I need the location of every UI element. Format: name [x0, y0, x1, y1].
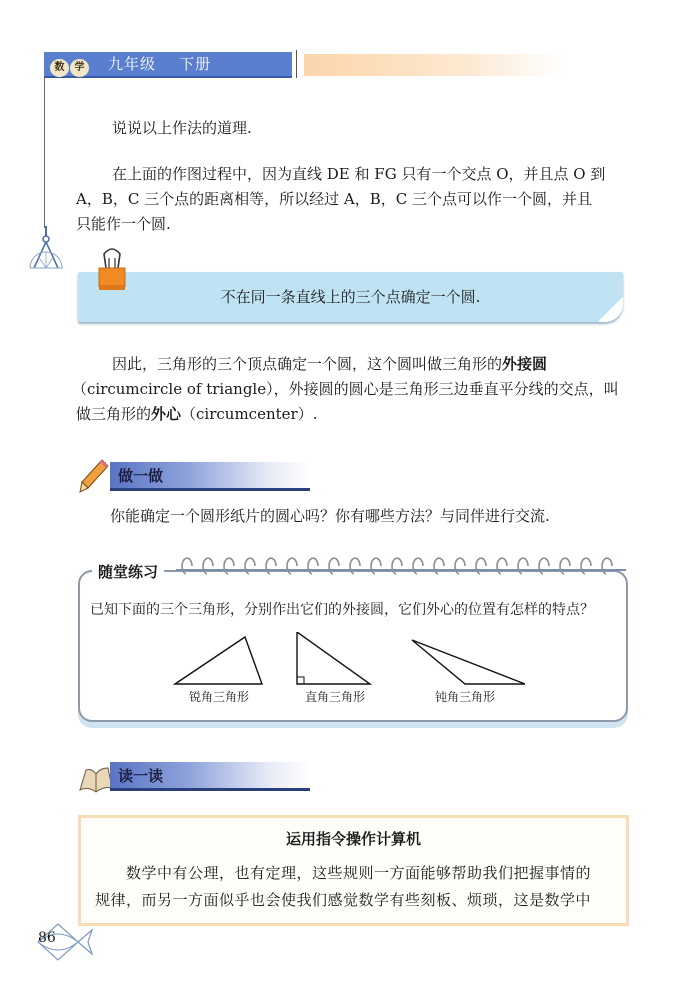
reading-box [78, 815, 629, 926]
badge-char: 学 [70, 59, 89, 77]
header-divider [296, 50, 297, 78]
book-icon [78, 764, 114, 794]
paragraph-line: A，B，C 三个点的距离相等，所以经过 A，B，C 三个点可以作一个圆，并且 [76, 190, 592, 208]
compass-icon [26, 224, 66, 274]
definition-line: （circumcircle of triangle），外接圆的圆心是三角形三边垂直平分线的交点，叫 [72, 380, 619, 398]
reading-line: 数学中有公理，也有定理，这些规则一方面能够帮助我们把握事情的 [95, 864, 592, 882]
practice-box [78, 570, 628, 722]
spiral-rings-icon [176, 556, 626, 582]
obtuse-triangle [412, 640, 525, 684]
term-circumcircle: 外接圆 [502, 355, 548, 373]
margin-line [44, 78, 45, 228]
section-heading-read [110, 762, 310, 791]
subject-badge [50, 55, 92, 73]
practice-question: 已知下面的三个三角形，分别作出它们的外接圆，它们外心的位置有怎样的特点？ [90, 602, 594, 618]
page-number: 86 [38, 930, 56, 946]
header-title: 九年级 下册 [108, 55, 212, 73]
header-gradient [304, 54, 564, 76]
do-section-text: 你能确定一个圆形纸片的圆心吗？你有哪些方法？与同伴进行交流. [110, 507, 550, 525]
paragraph-line: 只能作一个圆. [76, 215, 171, 233]
practice-tag: 随堂练习 [92, 561, 164, 582]
badge-char: 数 [50, 59, 69, 77]
section-heading-label: 做一做 [118, 467, 164, 485]
section-heading-do [110, 462, 310, 491]
triangle-label: 锐角三角形 [188, 690, 249, 704]
term-circumcenter: 外心 [151, 405, 182, 423]
triangle-label: 直角三角形 [304, 690, 365, 704]
section-heading-label: 读一读 [118, 767, 164, 785]
key-conclusion-box [78, 272, 623, 322]
reading-line: 规律，而另一方面似乎也会使我们感觉数学有些刻板、烦琐，这是数学中 [95, 891, 592, 909]
pencil-icon [78, 458, 110, 494]
right-triangle [297, 632, 370, 684]
definition-line [76, 402, 317, 427]
definition-text: 做三角形的 [76, 405, 152, 423]
definition-text: 因此，三角形的三个顶点确定一个圆，这个圆叫做三角形的 [112, 355, 503, 373]
reading-title: 运用指令操作计算机 [285, 830, 421, 848]
acute-triangle [175, 637, 262, 684]
binder-clip-icon [96, 246, 128, 292]
triangle-label: 钝角三角形 [434, 690, 495, 704]
definition-text: （circumcenter）. [181, 405, 318, 423]
reading-text [95, 860, 615, 914]
key-conclusion-text: 不在同一条直线上的三个点确定一个圆. [220, 288, 481, 306]
definition-line [112, 352, 547, 377]
paragraph-line: 在上面的作图过程中，因为直线 DE 和 FG 只有一个交点 O，并且点 O 到 [112, 165, 606, 183]
page-curl [597, 298, 623, 322]
paragraph-reason: 说说以上作法的道理. [112, 119, 252, 137]
